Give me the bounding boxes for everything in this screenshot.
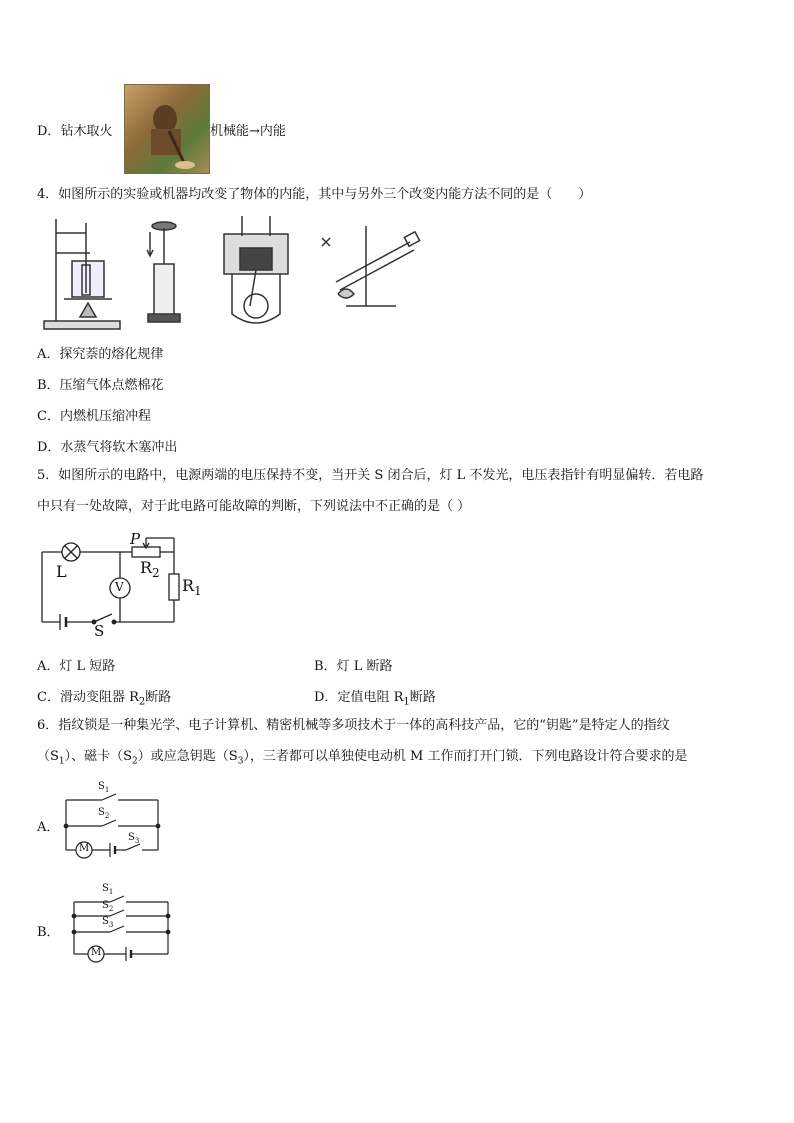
- q6-a-s2-label: $S_2$: [98, 807, 110, 820]
- q4-fig-engine-compression: [220, 214, 292, 332]
- q5-option-b: B．灯 L 断路: [314, 659, 393, 674]
- q4-fig-naphthalene-melting: [42, 213, 124, 333]
- q4-fig-compress-gas: [140, 220, 186, 326]
- q5-option-c: C．滑动变阻器 $R_2$断路: [37, 690, 172, 708]
- q4-fig-steam-cork: [316, 220, 428, 312]
- q6-b-s2-label: $S_2$: [102, 900, 114, 913]
- q5-label-rheostat: $R_2$: [140, 558, 160, 581]
- q6-a-s3-label: $S_3$: [128, 832, 140, 845]
- q4-stem: 4．如图所示的实验或机器均改变了物体的内能，其中与另外三个改变内能方法不同的是（ ）: [37, 187, 592, 202]
- q5-option-a: A．灯 L 短路: [37, 659, 116, 674]
- q4-option-d: D．水蒸气将软木塞冲出: [37, 440, 178, 455]
- q6-a-s1-label: $S_1$: [98, 781, 110, 794]
- q6-b-s3-label: $S_3$: [102, 916, 114, 929]
- q3-option-d: [37, 120, 112, 139]
- q4-option-c: C．内燃机压缩冲程: [37, 409, 151, 424]
- q5-label-slider: P: [130, 530, 141, 548]
- q3-option-d-text: 钻木取火: [60, 124, 113, 139]
- q6-stem-line1: 6．指纹锁是一种集光学、电子计算机、精密机械等多项技术于一体的高科技产品，它的“钥匙”是特定人的指纹: [37, 718, 670, 733]
- q5-option-d: D．定值电阻 $R_1$断路: [314, 690, 436, 708]
- q6-option-b-circuit: [66, 883, 176, 968]
- q6-stem-line2: $(S_1)$、磁卡$(S_2)$或应急钥匙$(S_3)$，三者都可以单独使电动机 M 工作而打开门锁．下列电路设计符合要求的是: [37, 749, 688, 767]
- q3-option-d-letter: D．: [37, 124, 61, 139]
- q4-option-b: B．压缩气体点燃棉花: [37, 378, 164, 393]
- q6-option-a-letter: A．: [37, 820, 60, 835]
- q5-label-switch: S: [94, 622, 105, 640]
- q6-b-motor-label: M: [91, 947, 102, 958]
- q5-label-lamp: L: [56, 562, 67, 581]
- q5-circuit-diagram: [36, 530, 216, 640]
- drill-wood-fire-photo: [124, 84, 210, 174]
- q6-option-b-letter: B．: [37, 925, 60, 940]
- q5-label-resistor: $R_1$: [182, 576, 202, 599]
- q6-b-s1-label: $S_1$: [102, 883, 114, 896]
- q3-option-d-conversion: 机械能→内能: [210, 124, 286, 139]
- q6-option-a-circuit: [62, 782, 162, 864]
- q4-option-a: A．探究萘的熔化规律: [37, 347, 164, 362]
- q5-label-voltmeter: V: [115, 580, 124, 594]
- q5-stem-line1: 5．如图所示的电路中，电源两端的电压保持不变，当开关 S 闭合后，灯 L 不发光，电压表指针有明显偏转．若电路: [37, 468, 704, 483]
- q5-stem-line2: 中只有一处故障，对于此电路可能故障的判断，下列说法中不正确的是（ ）: [37, 499, 471, 514]
- q6-a-motor-label: M: [79, 843, 90, 854]
